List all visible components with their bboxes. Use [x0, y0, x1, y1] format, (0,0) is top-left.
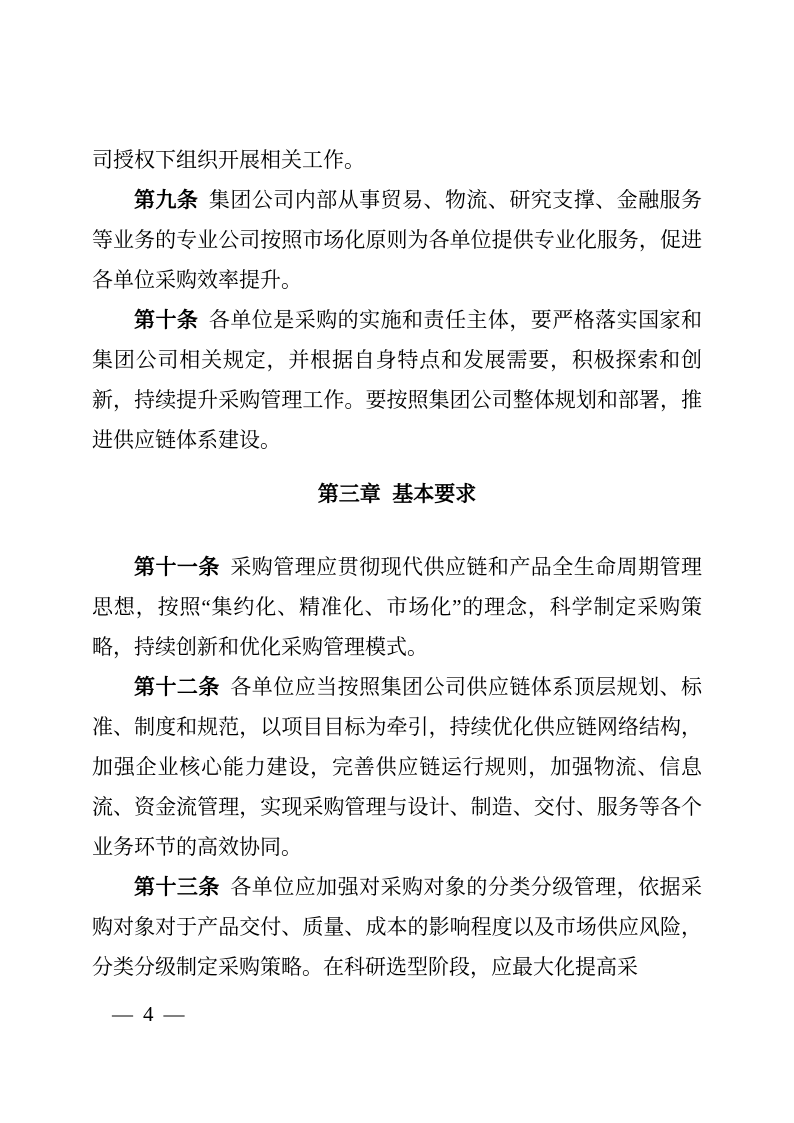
- footer-dash-left: —: [112, 1002, 133, 1026]
- article-9-label: 第九条: [134, 188, 199, 212]
- article-11: [92, 547, 702, 667]
- article-11-text: 采购管理应贯彻现代供应链和产品全生命周期管理思想，按照“集约化、精准化、市场化”的理念，科学制定采购策略，持续创新和优化采购管理模式。: [92, 555, 703, 659]
- chapter-heading: [92, 474, 702, 514]
- page-footer: [112, 1000, 185, 1028]
- article-13-label: 第十三条: [134, 875, 220, 899]
- article-9-text: 集团公司内部从事贸易、物流、研究支撑、金融服务等业务的专业公司按照市场化原则为各单位提供专业化服务，促进各单位采购效率提升。: [92, 188, 703, 292]
- footer-dash-right: —: [163, 1002, 185, 1026]
- article-12: [92, 667, 702, 867]
- article-12-label: 第十二条: [134, 675, 220, 699]
- document-body: [92, 140, 702, 987]
- page-number: 4: [143, 1002, 154, 1026]
- chapter-number: 第三章: [317, 482, 381, 506]
- article-10-label: 第十条: [134, 308, 199, 332]
- chapter-name: 基本要求: [392, 482, 477, 506]
- continuation-text: 司授权下组织开展相关工作。: [92, 148, 365, 172]
- article-11-label: 第十一条: [134, 555, 220, 579]
- article-10-text: 各单位是采购的实施和责任主体，要严格落实国家和集团公司相关规定，并根据自身特点和发展需要，积极探索和创新，持续提升采购管理工作。要按照集团公司整体规划和部署，推进供应链体系建设。: [92, 308, 703, 452]
- article-13-text: 各单位应加强对采购对象的分类分级管理，依据采购对象对于产品交付、质量、成本的影响程度以及市场供应风险，分类分级制定采购策略。在科研选型阶段，应最大化提高采: [92, 875, 703, 979]
- article-9: [92, 180, 702, 300]
- continuation-paragraph: [92, 140, 702, 180]
- article-12-text: 各单位应当按照集团公司供应链体系顶层规划、标准、制度和规范，以项目目标为牵引，持续优化供应链网络结构，加强企业核心能力建设，完善供应链运行规则，加强物流、信息流、资金流管理，实现采购管理与设计、制造、交付、服务等各个业务环节的高效协同。: [92, 675, 703, 859]
- article-10: [92, 300, 702, 460]
- article-13: [92, 867, 702, 987]
